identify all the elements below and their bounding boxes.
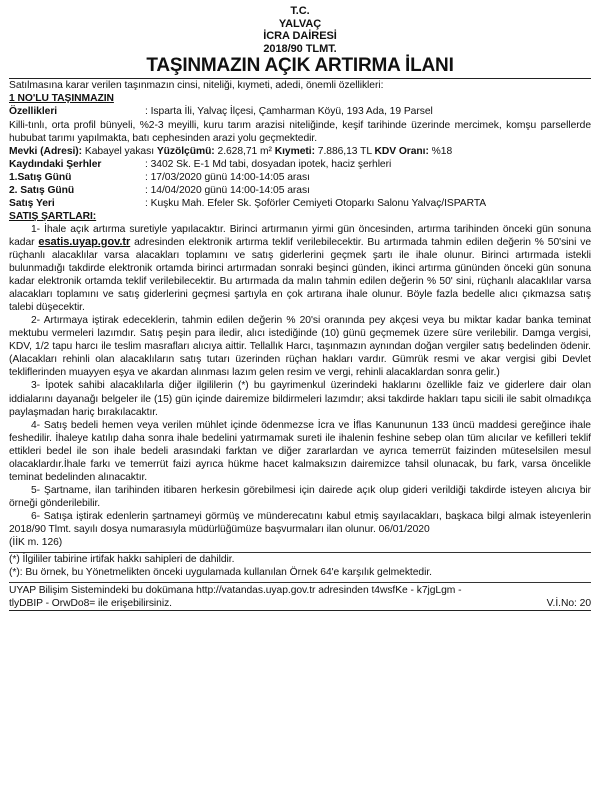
first-sale-label: 1.Satış Günü: [9, 171, 72, 183]
header-file-number: 2018/90 TLMT.: [263, 42, 337, 55]
esatis-link[interactable]: esatis.uyap.gov.tr: [38, 235, 131, 248]
footer-line-1: UYAP Bilişim Sistemindeki bu dokümana http://vatandas.uyap.gov.tr adresinden t4wsfKe - k7jgLgm -: [9, 585, 462, 597]
location-value: Kabayel yakası: [82, 145, 157, 157]
condition-4: 4- Satış bedeli hemen veya verilen mühlet içinde ödenmezse İcra ve İflas Kanununun 133 üncü maddesi gereğince ihale feshedilir. İhaleye katılıp daha sonra ihale bedelini yatırmamak sureti ile ihalenin feshine sebep olan tüm alıcılar ve kefilleri teklif ettikleri bedel ile son ihale bedeli arasındaki farktan ve diğer zararlardan ve ayrıca temerrüt faizinden müteselsilen mesul olacaklardır.İhale farkı ve temerrüt faizi ayrıca hükme hacet kalmaksızın dairemizce tahsil olunacak, bu fark, varsa öncelikle teminat bedelinden alınacaktır.: [9, 419, 591, 483]
header-office: İCRA DAİRESİ: [263, 30, 337, 43]
value-amount: 7.886,13 TL: [314, 145, 375, 157]
intro-text: Satılmasına karar verilen taşınmazın cinsi, niteliği, kıymeti, adedi, önemli özellikleri:: [9, 80, 384, 92]
property-heading: 1 NO'LU TAŞINMAZIN: [9, 93, 114, 105]
value-label: Kıymeti:: [274, 145, 315, 157]
sale-place-label: Satış Yeri: [9, 197, 55, 209]
condition-1: [9, 223, 591, 314]
area-label: Yüzölçümü:: [156, 145, 215, 157]
uyap-footer: [9, 582, 591, 610]
footer-line-2-row: [9, 597, 591, 610]
first-sale-row: [9, 171, 591, 184]
law-reference: (İİK m. 126): [9, 537, 63, 549]
features-label: Özellikleri: [9, 106, 58, 118]
condition-3: 3- İpotek sahibi alacaklılarla diğer ilgililerin (*) bu gayrimenkul üzerindeki haklarını özellikle faiz ve giderlere dair olan iddialarını dayanağı belgeler ile (15) gün içinde dairemize bildirmeleri lazımdır; aksi takdirde hakları tapu sicili ile sabit olmadıkça paylaşmadan hariç bırakılacaktır.: [9, 380, 591, 418]
announcement-body: [9, 78, 591, 611]
property-summary-line: [9, 145, 591, 158]
annotations-row: [9, 158, 591, 171]
second-sale-row: [9, 184, 591, 197]
sale-place-row: [9, 197, 591, 210]
footer-line-2: tlyDBIP - OrwDo8= ile erişebilirsiniz.: [9, 598, 172, 610]
property-description: Killi-tınlı, orta profil bünyeli, %2-3 meyilli, kuru tarım arazisi niteliğinde, keşif tarihinde üzerinde mercimek, komşu parsellerde hububat tarımı yapılmakta, batı cephesinden arazi yolu geçmektedir.: [9, 119, 591, 144]
footnotes: [9, 552, 591, 579]
vat-label: KDV Oranı:: [374, 145, 429, 157]
page-title: TAŞINMAZIN AÇIK ARTIRMA İLANI: [146, 55, 454, 77]
conditions-heading: SATIŞ ŞARTLARI:: [9, 210, 97, 222]
property-features-row: [9, 105, 591, 118]
annotations-label: Kaydındaki Şerhler: [9, 158, 102, 170]
vat-value: %18: [428, 145, 453, 157]
location-label: Mevki (Adresi):: [9, 145, 83, 157]
sale-place-value: : Kuşku Mah. Efeler Sk. Şoförler Cemiyeti Otoparkı Salonu Yalvaç/ISPARTA: [145, 197, 487, 209]
area-value: 2.628,71 m²: [214, 145, 275, 157]
condition-5: 5- Şartname, ilan tarihinden itibaren herkesin görebilmesi için dairede açık olup gideri verildiği takdirde isteyen alıcıya bir örneği gönderilebilir.: [9, 484, 591, 509]
condition-2: 2- Artırmaya iştirak edeceklerin, tahmin edilen değerin % 20'si oranında pey akçesi veya bu miktar kadar banka teminat mektubu vermeleri lazımdır. Satış peşin para iledir, alıcı istediğinde (10) günü geçmemek üzere süre verilebilir. Damga vergisi, KDV, 1/2 tapu harcı ile teslim masrafları alıcıya aittir. Tellallık Harcı, taşınmazın aynından doğan vergiler satış bedelinden ödenir. (Alacakları rehinli olan alacaklıların satış tutarı üzerinden rüçhan hakları vardır. Gümrük resmi ve akar vergisi gibi Devlet tekliflerinden muayyen eşya ve akardan alınması lazım gelen resim ve vergi, rehinli alacaklardan sonra gelir.): [9, 315, 591, 379]
condition-1-part-b: adresinden elektronik artırma teklif verilebilecektir. Bu artırmada tahmin edilen değerin % 50'sini ve rüçhanlı alacaklılar varsa alacakları toplamını ve satış giderlerini geçmek şartı ile ihale olunur. Birinci artırmada istekli bulunmadığı takdirde elektronik ortamda birinci artırmadan sonraki beşinci günden, ikinci artırma gününden önceki gün sonuna kadar elektronik ortamda teklif verilebilecektir. Bu artırmada da malın tahmin edilen değerin % 50' sini, rüçhanlı alacaklılar varsa alacakları toplamını ve satış giderlerini geçmesi şartıyla en çok artırana ihale olunur. Böyle fazla bedelle alıcı çıkmazsa satış talebi düşecektir.: [9, 236, 591, 314]
footer-ref-number: V.İ.No: 20: [546, 598, 591, 610]
annotations-value: : 3402 Sk. E-1 Md tabi, dosyadan ipotek, haciz şerhleri: [145, 158, 392, 170]
footnote-1: (*) İlgililer tabirine irtifak hakkı sahipleri de dahildir.: [9, 554, 235, 566]
second-sale-value: : 14/04/2020 günü 14:00-14:05 arası: [145, 184, 310, 196]
header-tc: T.C.: [290, 5, 310, 17]
first-sale-value: : 17/03/2020 günü 14:00-14:05 arası: [145, 171, 310, 183]
condition-6: 6- Satışa iştirak edenlerin şartnameyi görmüş ve münderecatını kabul etmiş sayılacakları, başkaca bilgi almak isteyenlerin 2018/90 Tlmt. sayılı dosya numarasıyla müdürlüğümüze başvurmaları ilan olunur. 06/01/2020: [9, 510, 591, 535]
condition-1-part-a: 1- İhale açık artırma suretiyle yapılacaktır. Birinci artırmanın yirmi gün öncesinden, artırma tarihinden önceki gün sonuna kadar: [9, 223, 591, 248]
footnote-2: (*): Bu örnek, bu Yönetmelikten önceki uygulamada kullanılan Örnek 64'e karşılık gelmektedir.: [9, 567, 432, 579]
header-district: YALVAÇ: [278, 17, 322, 30]
features-value: : Isparta İli, Yalvaç İlçesi, Çamharman Köyü, 193 Ada, 19 Parsel: [145, 106, 433, 118]
second-sale-label: 2. Satış Günü: [9, 184, 75, 196]
